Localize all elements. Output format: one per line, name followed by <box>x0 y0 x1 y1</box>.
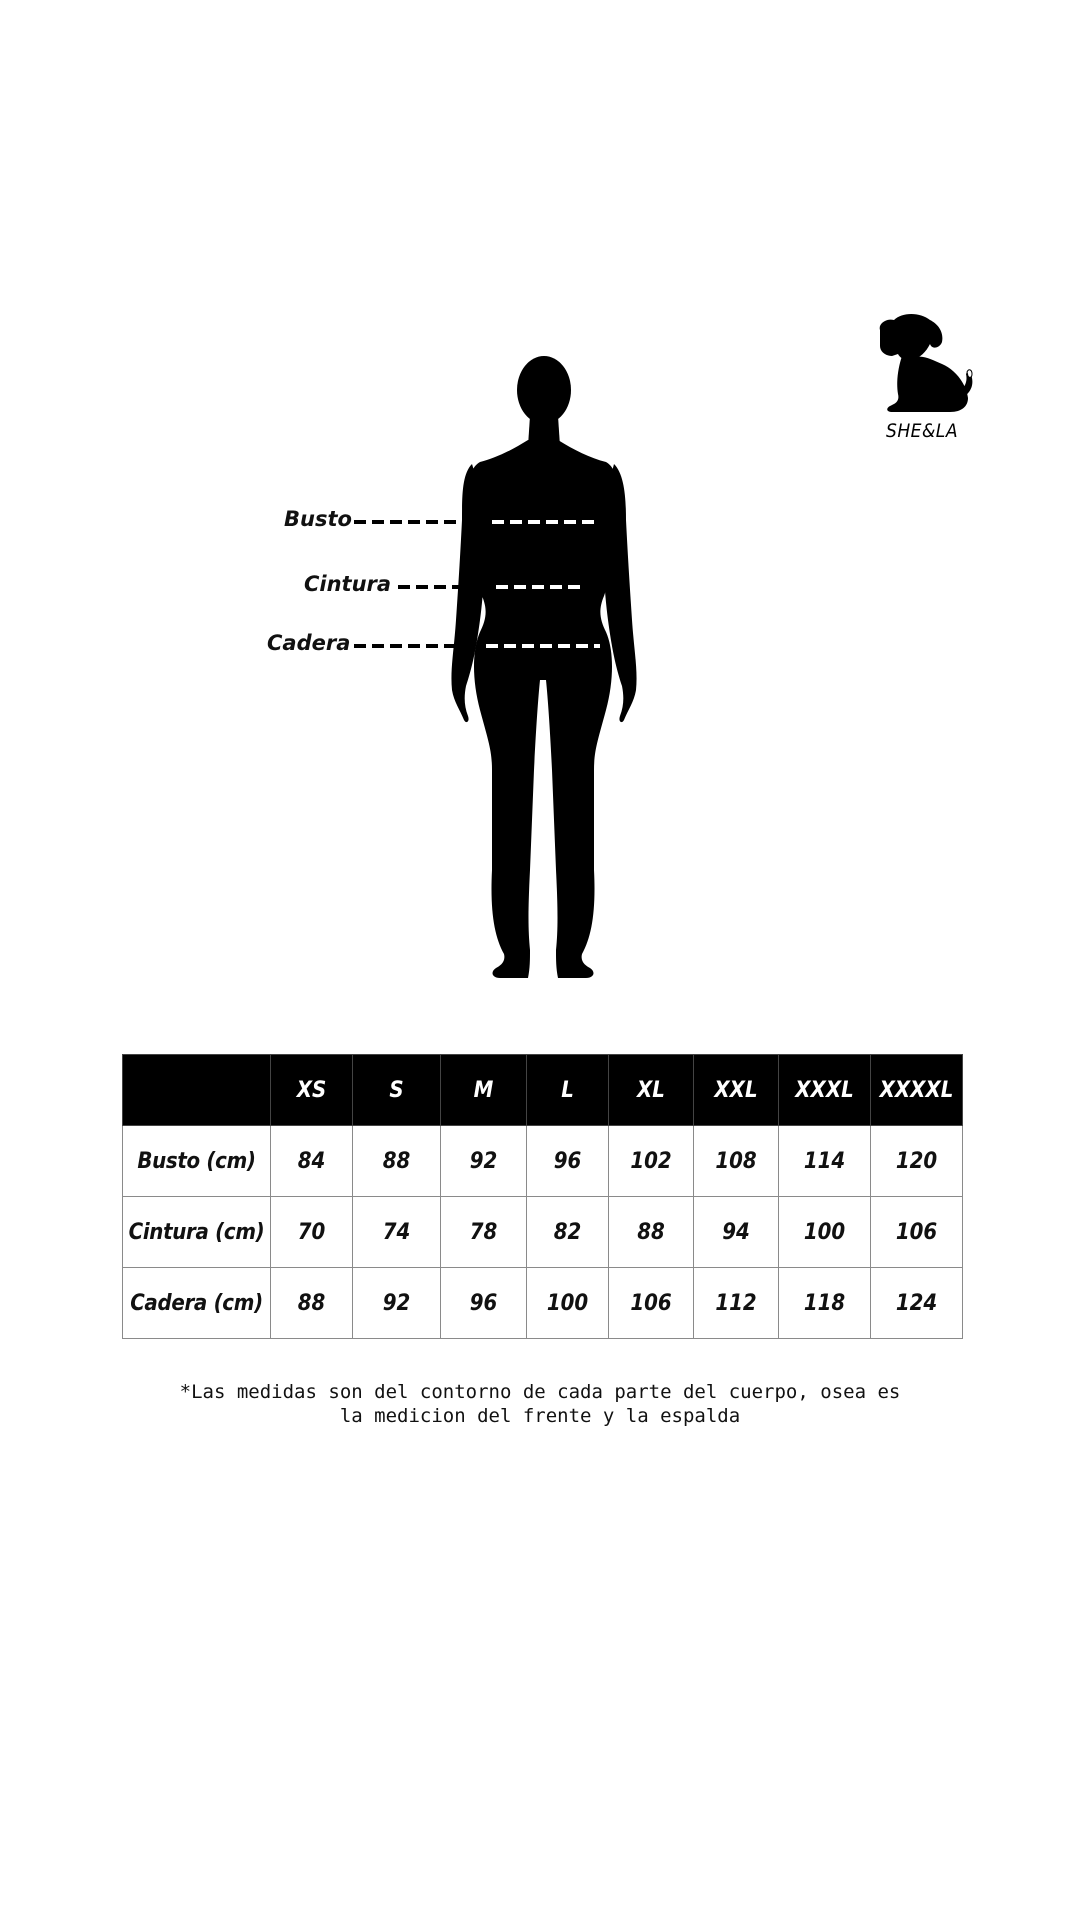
size-chart-table <box>122 1054 963 1339</box>
table-row <box>123 1126 963 1197</box>
brand-logo <box>872 312 982 442</box>
table-cell: 106 <box>871 1197 963 1268</box>
table-cell: 82 <box>527 1197 609 1268</box>
waist-label: Cintura <box>304 572 392 596</box>
note-line-2: la medicion del frente y la espalda <box>339 1405 741 1427</box>
table-cell: 96 <box>527 1126 609 1197</box>
table-cell: 100 <box>779 1197 871 1268</box>
table-cell: 88 <box>353 1126 441 1197</box>
table-cell: 118 <box>779 1268 871 1339</box>
dog-silhouette-icon <box>872 312 982 422</box>
table-cell: 70 <box>271 1197 353 1268</box>
table-cell: 112 <box>694 1268 779 1339</box>
size-header-xxl: XXL <box>694 1055 779 1126</box>
hip-label: Cadera <box>267 631 351 655</box>
table-cell: 102 <box>609 1126 694 1197</box>
table-cell: 74 <box>353 1197 441 1268</box>
table-header-row <box>123 1055 963 1126</box>
row-label-bust: Busto (cm) <box>123 1126 271 1197</box>
table-cell: 78 <box>441 1197 527 1268</box>
table-cell: 88 <box>271 1268 353 1339</box>
row-label-waist: Cintura (cm) <box>123 1197 271 1268</box>
size-header-xs: XS <box>271 1055 353 1126</box>
table-cell: 106 <box>609 1268 694 1339</box>
size-header-xl: XL <box>609 1055 694 1126</box>
table-cell: 108 <box>694 1126 779 1197</box>
row-label-hip: Cadera (cm) <box>123 1268 271 1339</box>
table-cell: 124 <box>871 1268 963 1339</box>
table-cell: 92 <box>441 1126 527 1197</box>
table-cell: 84 <box>271 1126 353 1197</box>
table-cell: 92 <box>353 1268 441 1339</box>
size-header-xxxxl: XXXXL <box>871 1055 963 1126</box>
table-cell: 100 <box>527 1268 609 1339</box>
table-cell: 94 <box>694 1197 779 1268</box>
table-corner-cell <box>123 1055 271 1126</box>
table-cell: 114 <box>779 1126 871 1197</box>
table-cell: 120 <box>871 1126 963 1197</box>
bust-label: Busto <box>284 507 352 531</box>
note-line-1: *Las medidas son del contorno de cada parte del cuerpo, osea es <box>179 1381 901 1403</box>
table-cell: 88 <box>609 1197 694 1268</box>
size-header-m: M <box>441 1055 527 1126</box>
table-row <box>123 1268 963 1339</box>
size-header-l: L <box>527 1055 609 1126</box>
woman-silhouette-icon <box>250 350 650 990</box>
table-cell: 96 <box>441 1268 527 1339</box>
body-figure <box>250 350 650 990</box>
measurement-note <box>140 1380 940 1428</box>
table-row <box>123 1197 963 1268</box>
brand-name: SHE&LA <box>885 420 959 442</box>
size-header-xxxl: XXXL <box>779 1055 871 1126</box>
size-header-s: S <box>353 1055 441 1126</box>
